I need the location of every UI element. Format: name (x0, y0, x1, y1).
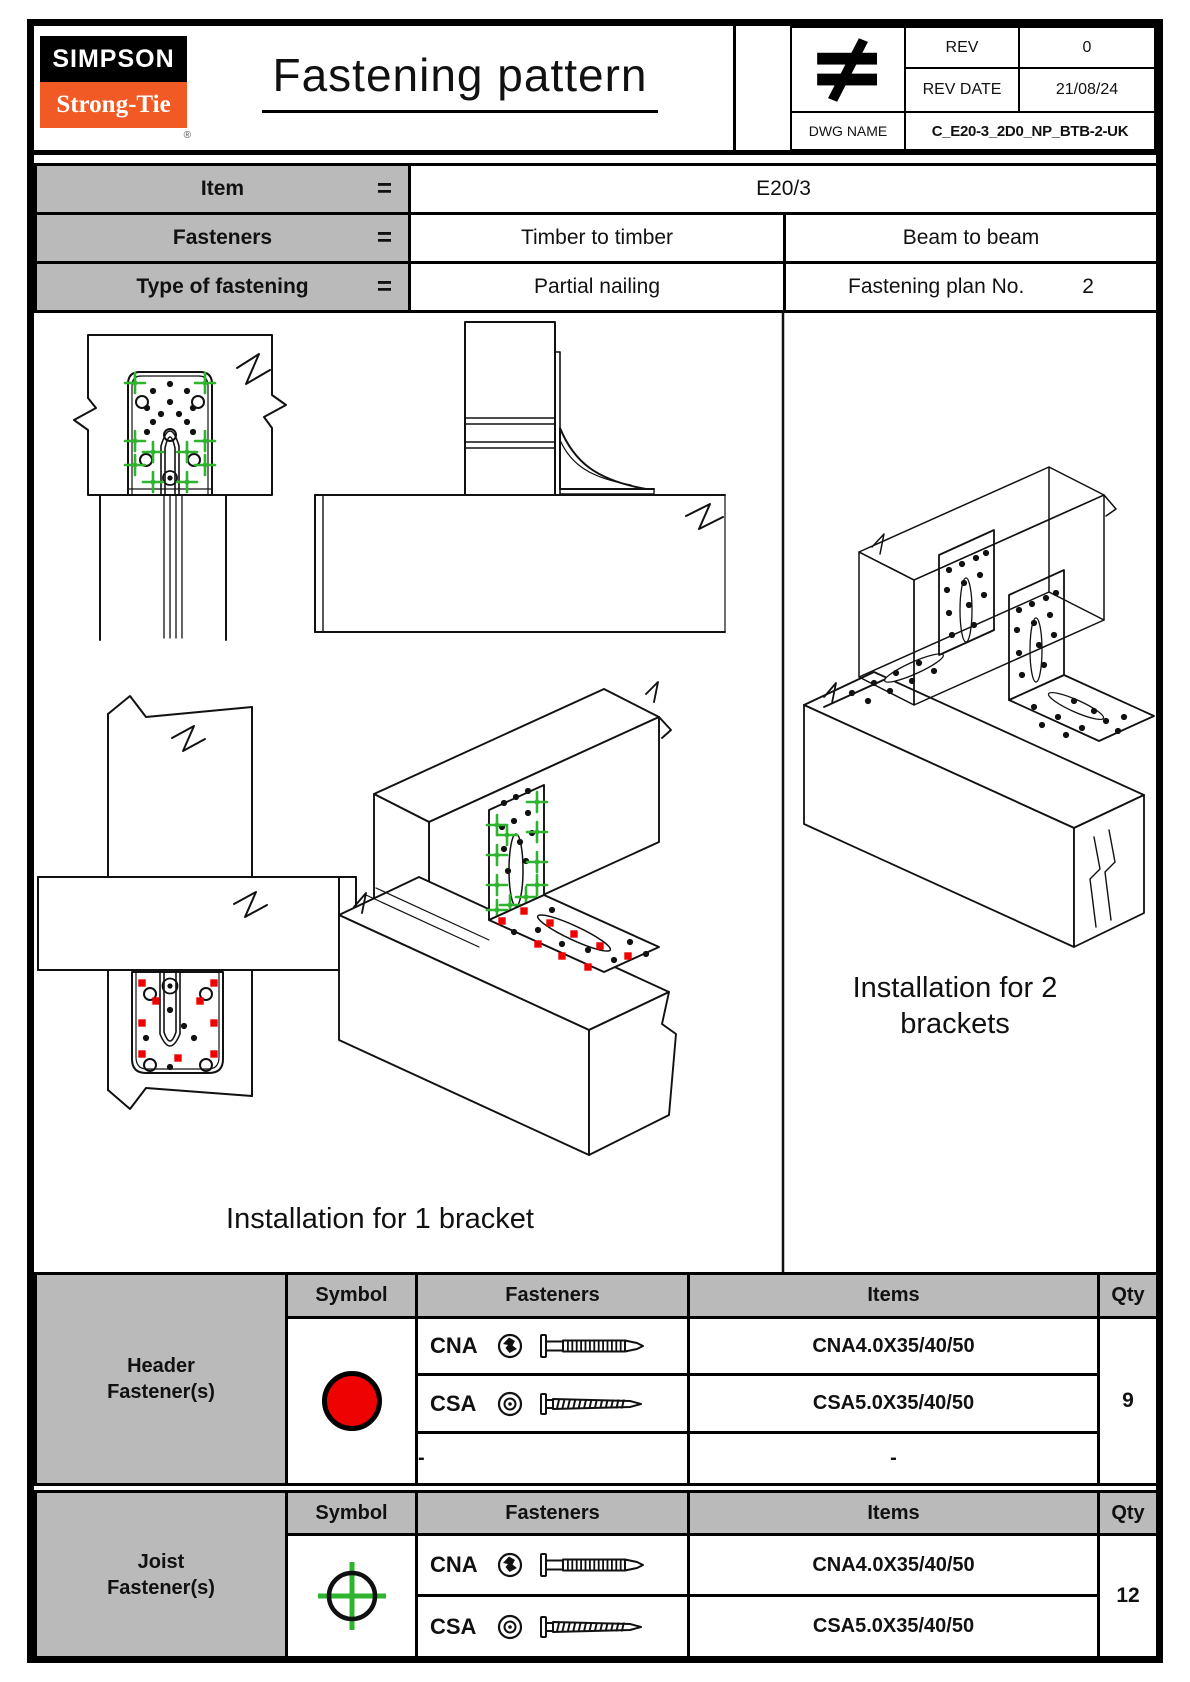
ring-nail-icon (538, 1331, 650, 1361)
item-csa: CSA5.0X35/40/50 (689, 1375, 1099, 1433)
equals-sign: = (376, 270, 392, 301)
not-equal-icon (790, 26, 906, 113)
page-title: Fastening pattern (262, 48, 657, 113)
joist-fastener-qty: 12 (1099, 1535, 1158, 1658)
type-value-left: Partial nailing (410, 263, 785, 312)
fastener-empty-cell: - (417, 1433, 689, 1485)
csa-head-mark-icon (496, 1389, 524, 1419)
bracket-right (1009, 570, 1154, 741)
side-view (315, 322, 725, 632)
fasteners-label-cell (36, 214, 410, 263)
break-mark-bottom (108, 1088, 252, 1109)
simpson-strongtie-logo (40, 36, 191, 141)
iso-view-two-brackets (804, 467, 1154, 947)
equals-sign: = (376, 221, 392, 252)
front-view-joist-side (74, 335, 286, 640)
dwg-name-value: C_E20-3_2D0_NP_BTB-2-UK (904, 111, 1156, 151)
item-label: Item (200, 177, 245, 200)
post (465, 322, 555, 495)
fastening-plan-label: Fastening plan No. (848, 275, 1025, 298)
joist-fastener-table (34, 1490, 1159, 1659)
iso-view-one-bracket (339, 682, 676, 1155)
header-separator (733, 26, 736, 151)
break-mark-icon (686, 504, 723, 529)
beam (38, 877, 356, 970)
csa-screw-icon (538, 1389, 650, 1419)
row-label-header-fasteners: Header Fastener(s) (36, 1274, 287, 1485)
fastening-plan-number: 2 (1082, 275, 1094, 298)
registered-mark: ® (183, 130, 191, 141)
fastener-cna-cell (417, 1318, 689, 1375)
csa-screw-icon (538, 1612, 650, 1642)
row-label-joist-fasteners: Joist Fastener(s) (36, 1492, 287, 1658)
break-mark-top (108, 696, 252, 717)
col-symbol: Symbol (287, 1492, 417, 1535)
fastener-csa-cell (417, 1375, 689, 1433)
header-fastener-qty: 9 (1099, 1318, 1158, 1485)
type-label-cell (36, 263, 410, 312)
fastener-code: CNA (430, 1552, 478, 1577)
fasteners-value-right: Beam to beam (785, 214, 1158, 263)
red-circle-symbol-icon (322, 1371, 382, 1431)
fasteners-value-left: Timber to timber (410, 214, 785, 263)
item-value: E20/3 (410, 165, 1158, 214)
front-view-header-side (38, 696, 356, 1109)
header-fastener-table (34, 1272, 1159, 1486)
item-csa: CSA5.0X35/40/50 (689, 1596, 1099, 1658)
joist-fastener-symbol-cell (287, 1535, 417, 1658)
fasteners-label: Fasteners (172, 226, 273, 249)
green-crosshair-symbol-icon (313, 1557, 391, 1635)
logo-strongtie: Strong-Tie (40, 82, 187, 128)
info-table (34, 163, 1159, 313)
caption-one-bracket: Installation for 1 bracket (226, 1203, 534, 1235)
fastener-csa-cell (417, 1596, 689, 1658)
member-below (100, 495, 226, 640)
col-fasteners: Fasteners (417, 1492, 689, 1535)
technical-drawings (34, 310, 1156, 1272)
break-mark-icon (237, 354, 270, 384)
header-fastener-symbol-cell (287, 1318, 417, 1485)
col-items: Items (689, 1274, 1099, 1318)
break-mark-icon (172, 726, 205, 751)
sheet-title (195, 48, 725, 113)
fastening-plan-cell (785, 263, 1158, 312)
col-qty: Qty (1099, 1274, 1158, 1318)
type-of-fastening-label: Type of fastening (136, 275, 309, 298)
ring-nail-icon (538, 1550, 650, 1580)
rev-label: REV (904, 26, 1020, 69)
equals-sign: = (376, 172, 392, 203)
col-fasteners: Fasteners (417, 1274, 689, 1318)
rev-date-label: REV DATE (904, 67, 1020, 113)
rev-date-value: 21/08/24 (1018, 67, 1156, 113)
break-mark-icon (234, 892, 267, 917)
dwg-name-label: DWG NAME (790, 111, 906, 151)
csa-head-mark-icon (496, 1612, 524, 1642)
col-items: Items (689, 1492, 1099, 1535)
cna-head-mark-icon (496, 1331, 524, 1361)
col-qty: Qty (1099, 1492, 1158, 1535)
item-empty-cell: - (689, 1433, 1099, 1485)
item-label-cell (36, 165, 410, 214)
post-break-lines (465, 418, 555, 448)
caption-two-brackets: Installation for 2 brackets (852, 972, 1058, 1041)
col-symbol: Symbol (287, 1274, 417, 1318)
item-cna: CNA4.0X35/40/50 (689, 1318, 1099, 1375)
fastener-code: CSA (430, 1613, 477, 1639)
info-row-type (36, 263, 1158, 312)
bracket-gusset (560, 428, 646, 489)
fastener-code: CSA (430, 1390, 477, 1416)
item-cna: CNA4.0X35/40/50 (689, 1535, 1099, 1596)
fastener-code: CNA (430, 1333, 478, 1358)
logo-simpson: SIMPSON (40, 36, 187, 82)
info-row-fasteners (36, 214, 1158, 263)
info-row-item (36, 165, 1158, 214)
rev-value: 0 (1018, 26, 1156, 69)
fastener-cna-cell (417, 1535, 689, 1596)
cna-head-mark-icon (496, 1550, 524, 1580)
beam (315, 495, 725, 632)
